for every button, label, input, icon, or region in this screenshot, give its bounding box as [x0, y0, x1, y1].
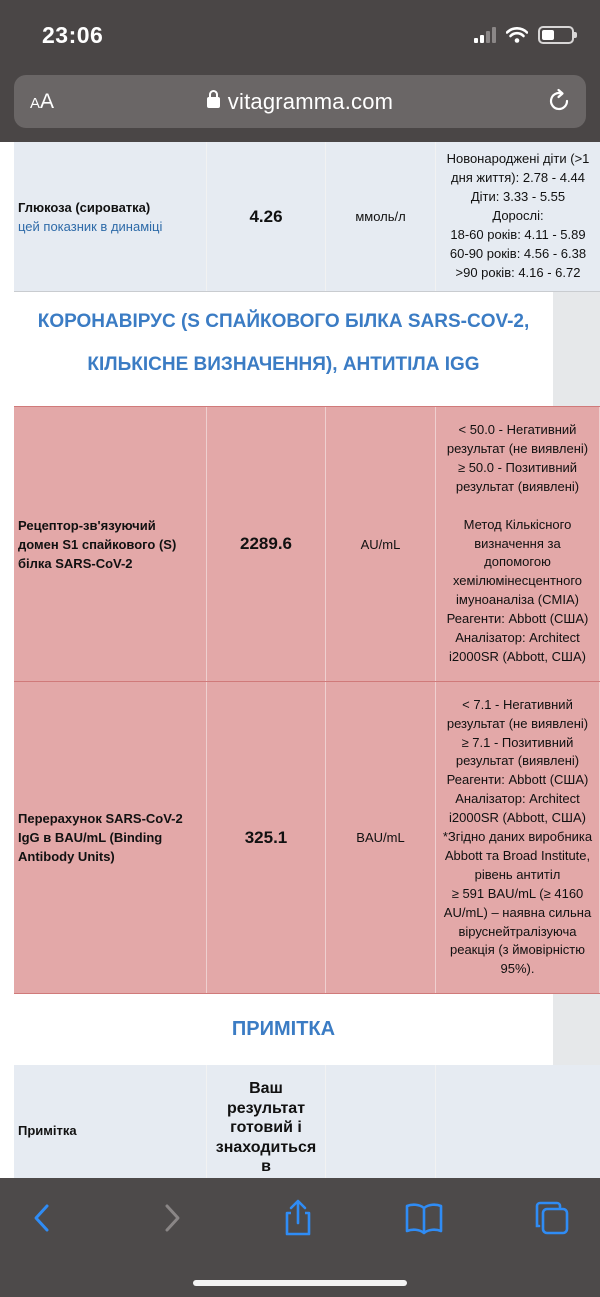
result-unit: ммоль/л	[326, 142, 436, 291]
browser-chrome	[0, 0, 600, 142]
result-value: 4.26	[207, 142, 326, 291]
wifi-icon	[506, 27, 528, 43]
note-empty-cell	[326, 1065, 436, 1178]
dynamics-link[interactable]: цей показник в динаміці	[18, 218, 163, 234]
note-empty-cell	[436, 1065, 600, 1178]
back-icon[interactable]	[22, 1198, 62, 1238]
section-title-note: ПРИМІТКА	[14, 994, 553, 1064]
test-name: Глюкоза (сироватка)	[18, 199, 151, 215]
reference-range: < 7.1 - Негативний результат (не виявлені) ≥ 7.1 - Позитивний результат (виявлені) Реагенти: Abbott (США) Аналізатор: Architect i2000SR (Abbott, США) *Згідно даних виробника Abbott та Broad Institute, рівень антитіл ≥ 591 BAU/mL (≥ 4160 AU/mL) – наявна сильна віруснейтралізуюча реакція (з ймовірністю 95%).	[436, 682, 600, 993]
table-row-glucose	[14, 142, 600, 292]
result-unit: BAU/mL	[326, 682, 436, 993]
lock-icon	[207, 97, 220, 108]
reference-range: Новонароджені діти (>1 дня життя): 2.78 - 4.44 Діти: 3.33 - 5.55 Дорослі: 18-60 років: 4.11 - 5.89 60-90 років: 4.56 - 6.38 >90 років: 4.16 - 6.72	[446, 151, 590, 280]
test-name-cell: Перерахунок SARS-CoV-2 IgG в BAU/mL (Binding Antibody Units)	[14, 682, 207, 993]
text-size-button[interactable]: AA	[30, 90, 55, 113]
home-indicator[interactable]	[193, 1280, 407, 1286]
status-icons	[474, 26, 574, 44]
result-unit: AU/mL	[326, 407, 436, 681]
section-title-coronavirus: КОРОНАВІРУС (S СПАЙКОВОГО БІЛКА SARS-COV-2, КІЛЬКІСНЕ ВИЗНАЧЕННЯ), АНТИТІЛА IGG	[14, 292, 553, 406]
status-time: 23:06	[42, 22, 104, 48]
tabs-icon[interactable]	[532, 1198, 572, 1238]
reference-range: < 50.0 - Негативний результат (не виявлені) ≥ 50.0 - Позитивний результат (виявлені) Метод Кількісного визначення за допомогою хемілюмінесцентного імуноаналіза (CMIA) Реагенти: Abbott (США) Аналізатор: Architect i2000SR (Abbott, США)	[436, 407, 600, 681]
address-bar[interactable]	[14, 75, 586, 128]
battery-icon	[538, 26, 574, 44]
note-value: Ваш результат готовий і знаходиться в	[207, 1065, 326, 1178]
table-row-s1-receptor	[14, 406, 600, 682]
page-content	[0, 142, 600, 1178]
cellular-signal-icon	[474, 27, 496, 43]
note-label: Примітка	[14, 1065, 207, 1178]
table-row-bau-conversion	[14, 682, 600, 994]
result-value: 2289.6	[207, 407, 326, 681]
table-row-note	[14, 1065, 600, 1178]
forward-icon[interactable]	[152, 1198, 192, 1238]
share-icon[interactable]	[278, 1198, 318, 1238]
reload-icon[interactable]	[546, 88, 572, 114]
test-name-cell: Рецептор-зв'язуючий домен S1 спайкового (S) білка SARS-CoV-2	[14, 407, 207, 681]
bookmarks-icon[interactable]	[404, 1198, 444, 1238]
url-display[interactable]	[14, 89, 586, 115]
result-value: 325.1	[207, 682, 326, 993]
url-text: vitagramma.com	[227, 89, 394, 114]
test-name-cell	[14, 142, 207, 291]
